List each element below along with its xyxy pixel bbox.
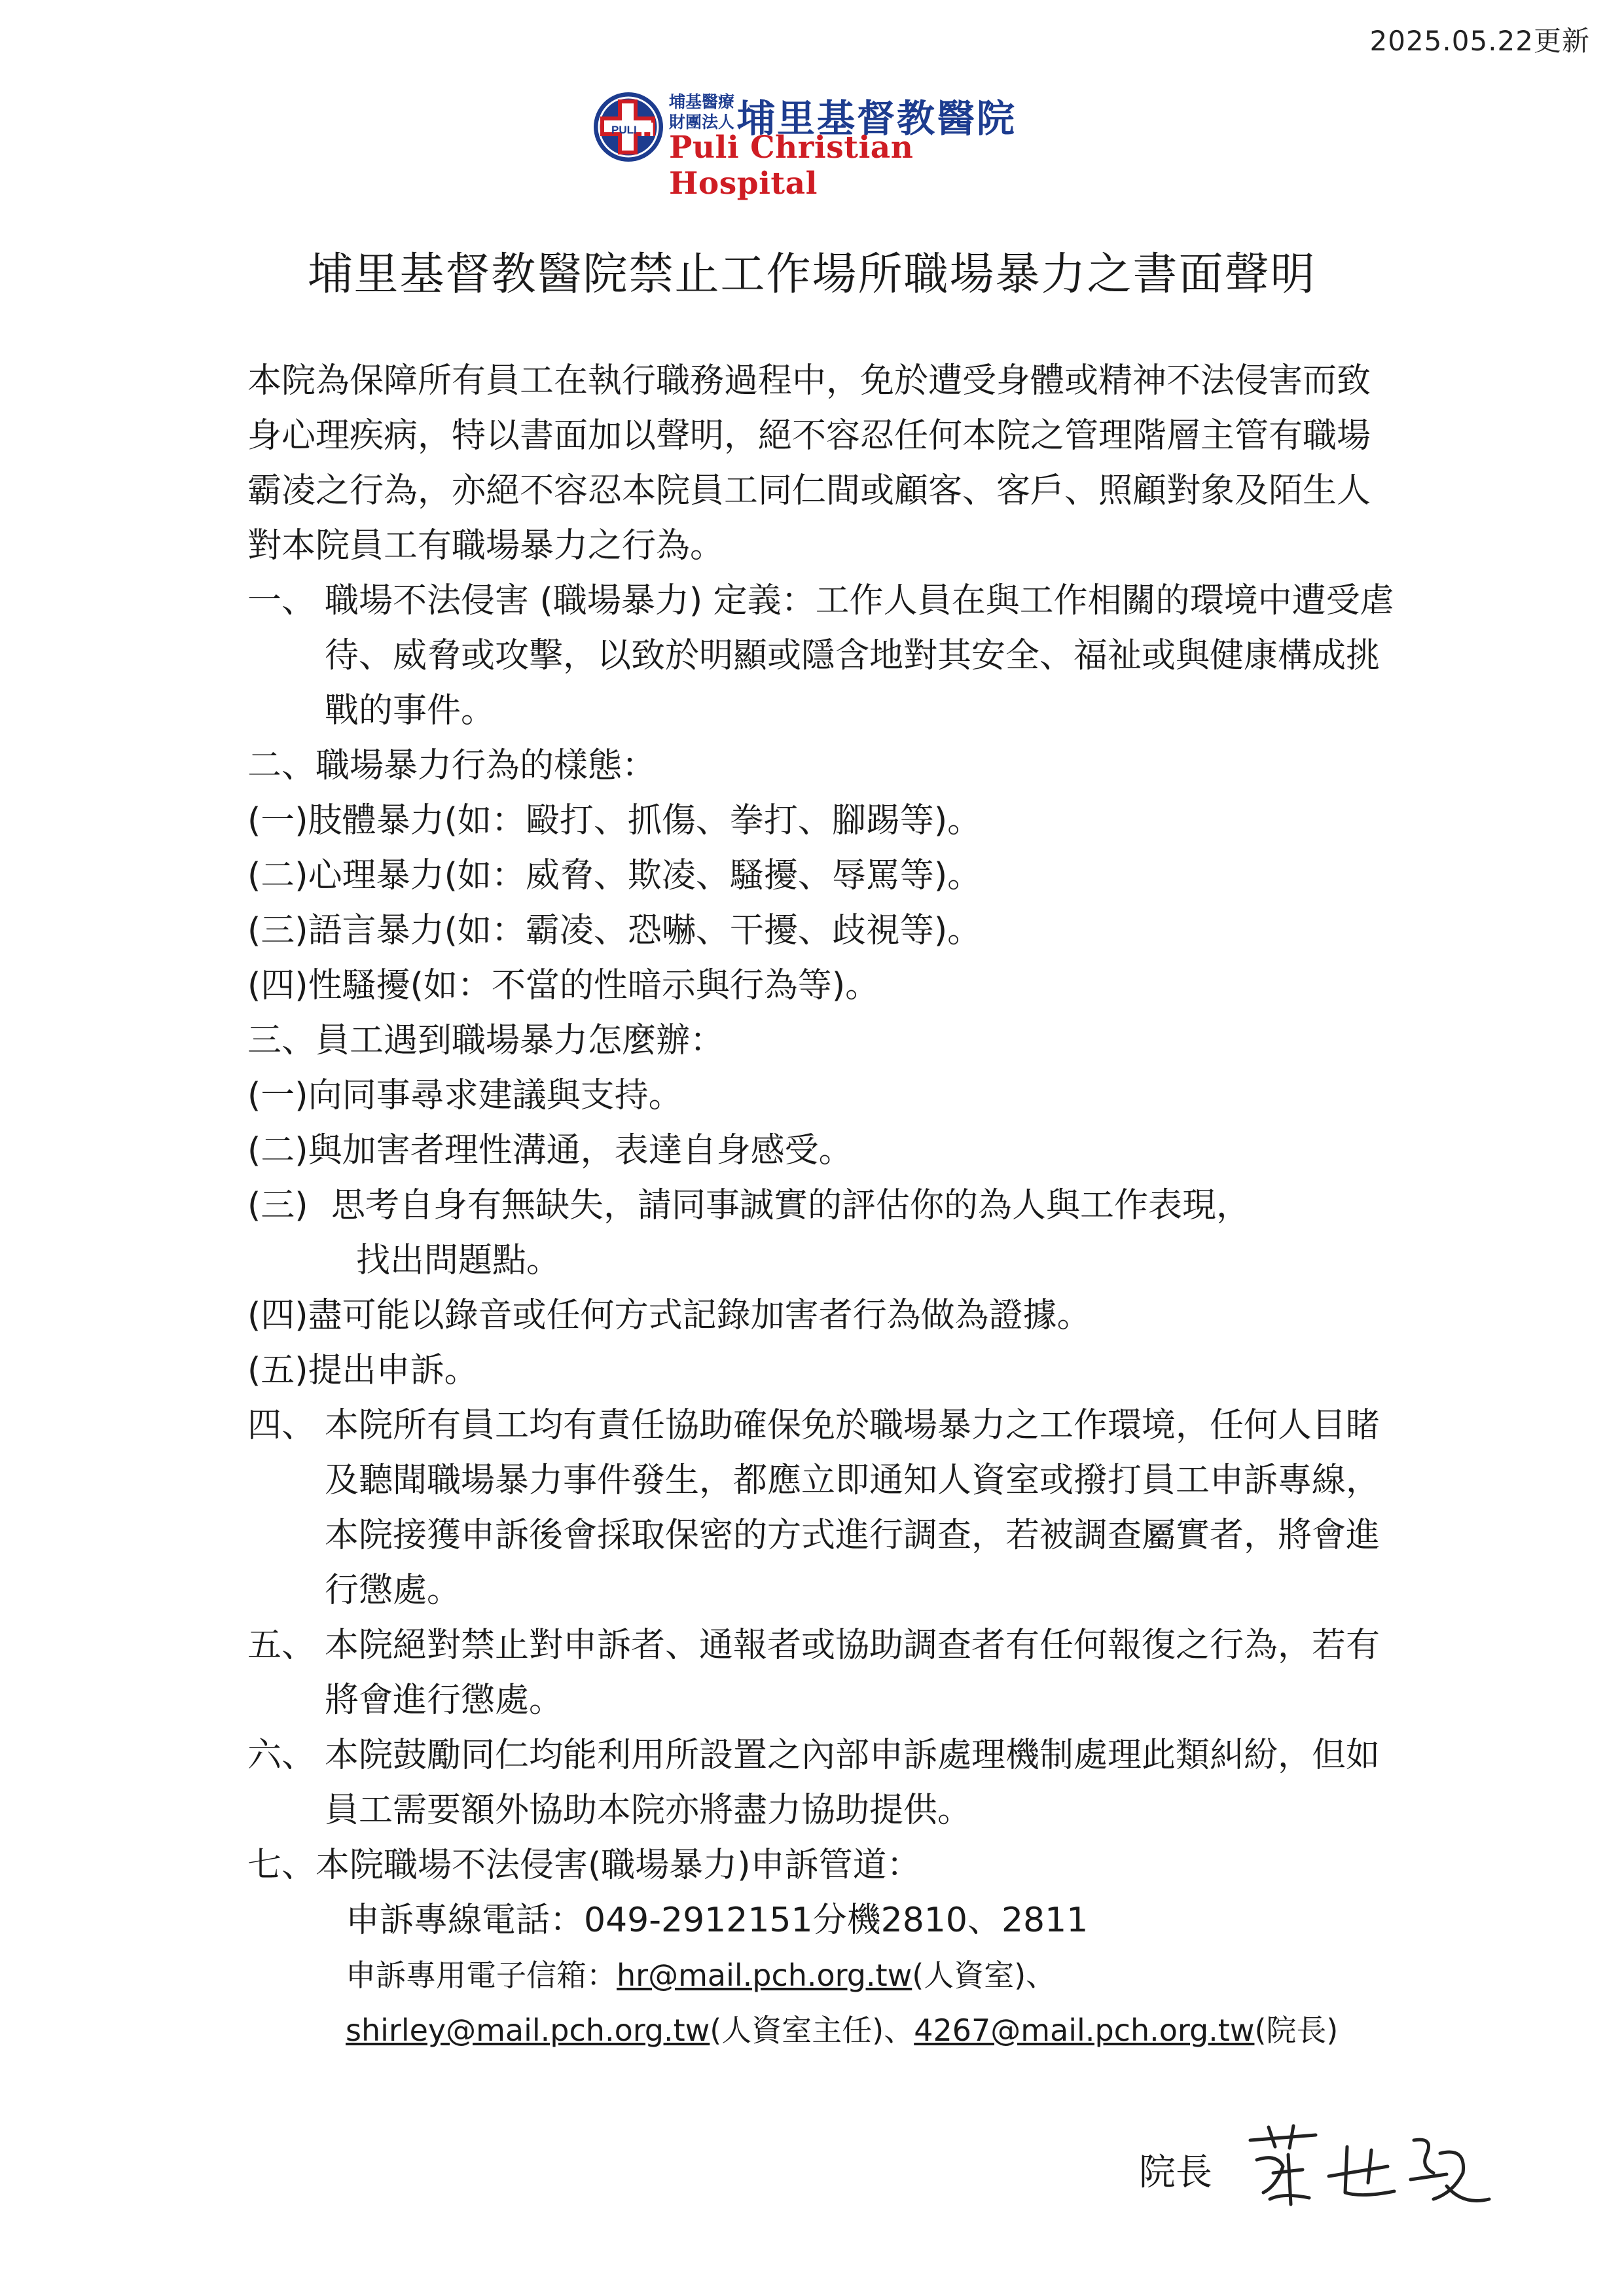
section-6-number: 六、 (247, 1736, 316, 1775)
logo-mark-text: PULI (611, 124, 637, 136)
list-item: (二)心理暴力(如：威脅、欺凌、騷擾、辱罵等)。 (247, 856, 982, 895)
list-item: (四)性騷擾(如：不當的性暗示與行為等)。 (247, 966, 880, 1005)
hospital-cross-icon (592, 90, 665, 164)
section-1-text: 職場不法侵害 (職場暴力) 定義：工作人員在與工作相關的環境中遭受虐待、威脅或攻擊，以致於明顯或隱含地對其安全、福祉或與健康構成挑戰的事件。 (325, 581, 1394, 730)
email-label: 申訴專用電子信箱： (346, 1958, 617, 1993)
document-body (247, 353, 1399, 2058)
section-1 (247, 573, 1399, 738)
list-item: (五)提出申訴。 (247, 1351, 478, 1390)
hospital-logo (592, 84, 1050, 202)
section-4-number: 四、 (247, 1406, 316, 1445)
logo-mark-letter: H (640, 119, 655, 141)
section-6 (247, 1728, 1399, 1838)
email-link-superintendent[interactable]: 4267@mail.pch.org.tw (914, 2013, 1255, 2048)
email-link-hr-director[interactable]: shirley@mail.pch.org.tw (346, 2013, 710, 2048)
logo-subtitle (669, 92, 734, 132)
section-5 (247, 1618, 1399, 1728)
update-date: 2025.05.22更新 (1369, 25, 1590, 57)
list-item: (四)盡可能以錄音或任何方式記錄加害者行為做為證據。 (247, 1296, 1091, 1335)
email-note-hr: (人資室)、 (912, 1958, 1056, 1993)
intro-paragraph: 本院為保障所有員工在執行職務過程中，免於遭受身體或精神不法侵害而致身心理疾病，特以書面加以聲明，絕不容忍任何本院之管理階層主管有職場霸凌之行為，亦絕不容忍本院員工同仁間或顧客、客戶、照顧對象及陌生人對本院員工有職場暴力之行為。 (247, 361, 1371, 565)
section-3-item3-line1: 思考自身有無缺失，請同事誠實的評估你的為人與工作表現， (331, 1186, 1251, 1225)
complaint-hotline: 申訴專線電話：049-2912151分機2810、2811 (346, 1901, 1089, 1940)
email-note-hr-director: (人資室主任)、 (710, 2013, 914, 2048)
section-1-number: 一、 (247, 581, 316, 620)
email-note-superintendent: (院長) (1254, 2013, 1339, 2048)
section-2-heading: 二、職場暴力行為的樣態： (247, 746, 657, 785)
complaint-emails (346, 1948, 1399, 2058)
email-link-hr[interactable]: hr@mail.pch.org.tw (617, 1958, 912, 1993)
section-3-item3-line2: 找出問題點。 (356, 1241, 561, 1280)
list-item: (三)語言暴力(如：霸凌、恐嚇、干擾、歧視等)。 (247, 911, 982, 950)
section-6-text: 本院鼓勵同仁均能利用所設置之內部申訴處理機制處理此類糾紛，但如員工需要額外協助本院亦將盡力協助提供。 (325, 1736, 1380, 1830)
section-3-heading: 三、員工遇到職場暴力怎麼辦： (247, 1021, 725, 1060)
section-3-item3-number: (三) (247, 1186, 308, 1225)
list-item (247, 1178, 1399, 1288)
logo-chinese-name: 埔里基督教醫院 (737, 96, 1017, 141)
signature-block (1139, 2114, 1506, 2212)
handwritten-signature (1237, 2114, 1499, 2212)
logo-sub-line1: 埔基醫療 (669, 92, 735, 111)
section-7-heading: 七、本院職場不法侵害(職場暴力)申訴管道： (247, 1846, 921, 1885)
section-5-number: 五、 (247, 1626, 316, 1665)
section-4-text: 本院所有員工均有責任協助確保免於職場暴力之工作環境，任何人目睹及聽聞職場暴力事件發生，都應立即通知人資室或撥打員工申訴專線，本院接獲申訴後會採取保密的方式進行調查，若被調查屬實者，將會進行懲處。 (325, 1406, 1380, 1610)
logo-english-name: Puli Christian Hospital (669, 130, 914, 202)
document-title: 埔里基督教醫院禁止工作場所職場暴力之書面聲明 (308, 249, 1316, 300)
list-item: (一)肢體暴力(如：毆打、抓傷、拳打、腳踢等)。 (247, 801, 982, 840)
section-4 (247, 1398, 1399, 1618)
list-item: (二)與加害者理性溝通，表達自身感受。 (247, 1131, 853, 1170)
logo-sub-line2: 財團法人 (669, 113, 735, 132)
list-item: (一)向同事尋求建議與支持。 (247, 1076, 683, 1115)
signature-label: 院長 (1139, 2151, 1212, 2194)
complaint-channels (247, 1893, 1399, 2058)
section-5-text: 本院絕對禁止對申訴者、通報者或協助調查者有任何報復之行為，若有將會進行懲處。 (325, 1626, 1380, 1720)
